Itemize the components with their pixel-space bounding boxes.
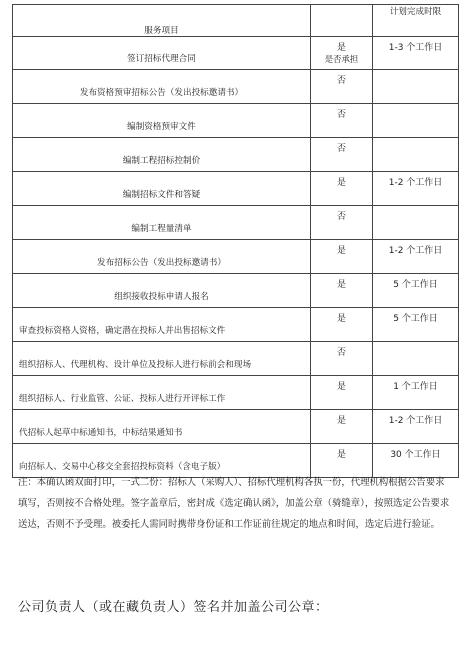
row-item: 编制资格预审文件 xyxy=(127,122,196,132)
row-answer: 是 xyxy=(336,314,346,324)
row-answer: 是 xyxy=(336,246,346,256)
row-item: 组织招标人、代理机构、设计单位及投标人进行标前会和现场 xyxy=(19,360,252,370)
row-deadline: 30 个工作日 xyxy=(390,450,441,460)
row-item: 发布招标公告（发出投标邀请书） xyxy=(97,258,226,268)
table-row xyxy=(13,172,459,206)
table-row xyxy=(13,138,459,172)
row-answer: 是 xyxy=(336,43,346,53)
header-blank xyxy=(311,5,373,37)
row-deadline: 1-2 个工作日 xyxy=(388,178,443,188)
header-service-item: 服务项目 xyxy=(13,5,311,37)
table-row xyxy=(13,206,459,240)
row-item: 组织招标人、行业监管、公证、投标人进行开评标工作 xyxy=(19,394,226,404)
table-row xyxy=(13,240,459,274)
row-item: 组织接收投标申请人报名 xyxy=(114,292,209,302)
row-item: 签订招标代理合同 xyxy=(127,54,196,64)
table-row xyxy=(13,376,459,410)
row-deadline: 1 个工作日 xyxy=(393,382,438,392)
table-row xyxy=(13,104,459,138)
row-deadline xyxy=(376,206,455,209)
row-item: 编制招标文件和答疑 xyxy=(122,190,201,200)
row-answer: 是 xyxy=(336,178,346,188)
row-answer: 否 xyxy=(336,144,346,154)
row-answer: 是 xyxy=(336,280,346,290)
row-answer: 否 xyxy=(336,110,346,120)
table-row xyxy=(13,70,459,104)
row-answer: 是 xyxy=(336,450,346,460)
header-deadline: 计划完成时限 xyxy=(373,5,459,37)
row-item: 向招标人、交易中心移交全套招投标资料（含电子版） xyxy=(19,462,226,472)
row-item: 代招标人起草中标通知书，中标结果通知书 xyxy=(19,428,183,438)
row-answer: 否 xyxy=(336,348,346,358)
table-header-row xyxy=(13,5,459,37)
row-deadline xyxy=(376,70,455,73)
row-answer-sub: 是否承担 xyxy=(324,54,359,64)
row-deadline: 5 个工作日 xyxy=(393,314,438,324)
row-answer: 否 xyxy=(336,76,346,86)
table-row xyxy=(13,37,459,70)
table-row xyxy=(13,308,459,342)
row-deadline xyxy=(376,138,455,141)
row-deadline: 1-2 个工作日 xyxy=(388,416,443,426)
row-answer: 是 xyxy=(336,416,346,426)
table-row xyxy=(13,274,459,308)
signature-line: 公司负责人（或在藏负责人）签名并加盖公司公章： xyxy=(18,600,329,615)
table-row xyxy=(13,342,459,376)
note-paragraph: 注：本确认函双面打印，一式二份：招标人（采购人）、招标代理机构各执一份，代理机构根据公告要求填写，否则按不合格处理。签字盖章后，密封成《选定确认函》，加盖公章（骑缝章），按照选定公告要求送达，否则不予受理。被委托人需同时携带身份证和工作证前往规定的地点和时间，选定后进行验证。 xyxy=(18,477,450,530)
row-deadline: 5 个工作日 xyxy=(393,280,438,290)
row-item: 发布资格预审招标公告（发出投标邀请书） xyxy=(79,88,244,98)
row-item: 编制工程招标控制价 xyxy=(122,156,201,166)
row-item: 审查投标资格人资格，确定潜在投标人并出售招标文件 xyxy=(19,326,226,336)
row-answer: 否 xyxy=(336,212,346,222)
service-table xyxy=(12,4,459,478)
row-answer: 是 xyxy=(336,382,346,392)
table-row xyxy=(13,410,459,444)
row-deadline xyxy=(376,104,455,107)
row-item: 编制工程量清单 xyxy=(131,224,192,234)
row-deadline: 1-3 个工作日 xyxy=(388,43,443,53)
row-deadline xyxy=(376,342,455,345)
row-deadline: 1-2 个工作日 xyxy=(388,246,443,256)
